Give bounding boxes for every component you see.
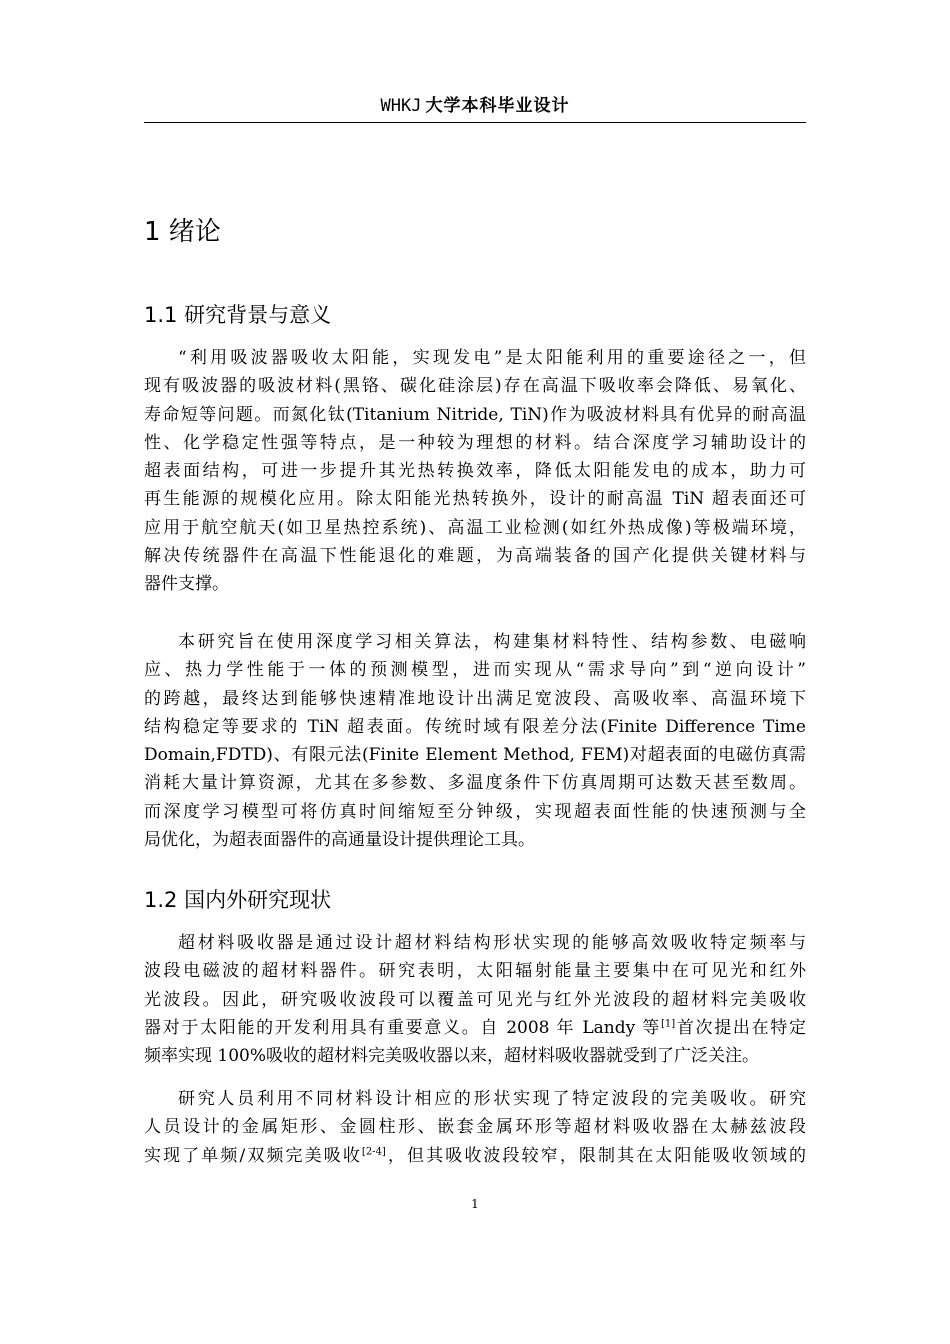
text-segment: 实现了单频/双频完美吸收: [144, 1145, 362, 1166]
paragraph-1-2-b: [144, 1085, 806, 1170]
text-line: 本研究旨在使用深度学习相关算法，构建集材料特性、结构参数、电磁响: [178, 632, 806, 652]
citation-ref: [1]: [661, 1018, 676, 1030]
text-segment: ，但其吸收波段较窄，限制其在太阳能吸收领域的: [385, 1145, 807, 1166]
text-line: 应、热力学性能于一体的预测模型，进而实现从“需求导向”到“逆向设计”: [144, 660, 806, 681]
header-title: 大学本科毕业设计: [425, 96, 570, 116]
citation-ref: [2-4]: [361, 1145, 386, 1157]
text-line: 寿命短等问题。而氮化钛(Titanium Nitride, TiN)作为吸波材料具有优异的耐高温: [144, 404, 806, 425]
paragraph-1-2-a: [144, 929, 806, 1070]
text-line: 结构稳定等要求的 TiN 超表面。传统时域有限差分法(Finite Difference Time: [144, 716, 806, 737]
text-line: 光波段。因此，研究吸收波段可以覆盖可见光与红外光波段的超材料完美吸收: [144, 989, 806, 1010]
text-line: 消耗大量计算资源，尤其在多参数、多温度条件下仿真周期可达数天甚至数周。: [144, 773, 806, 794]
text-line: 超材料吸收器是通过设计超材料结构形状实现的能够高效吸收特定频率与: [178, 933, 806, 953]
text-line: [144, 1142, 806, 1170]
header-org: WHKJ: [380, 96, 422, 116]
text-line: 解决传统器件在高温下性能退化的难题，为高端装备的国产化提供关键材料与: [144, 546, 806, 567]
text-line: 人员设计的金属矩形、金圆柱形、嵌套金属环形等超材料吸收器在太赫兹波段: [144, 1117, 806, 1138]
section-title-1-2: 1.2 国内外研究现状: [144, 888, 332, 912]
paragraph-1-1-b: [144, 628, 806, 854]
text-segment: 首次提出在特定: [675, 1017, 807, 1038]
paragraph-1-1-a: [144, 344, 806, 599]
text-line: 频率实现 100%吸收的超材料完美吸收器以来，超材料吸收器就受到了广泛关注。: [144, 1046, 760, 1067]
text-line: 现有吸波器的吸波材料(黑铬、碳化硅涂层)存在高温下吸收率会降低、易氧化、: [144, 376, 806, 397]
text-line: Domain,FDTD)、有限元法(Finite Element Method, FEM)对超表面的电磁仿真需: [144, 745, 806, 766]
text-line: 再生能源的规模化应用。除太阳能光热转换外，设计的耐高温 TiN 超表面还可: [144, 489, 806, 510]
page-header: [144, 94, 806, 123]
text-line: 器件支撑。: [144, 574, 229, 595]
text-line: 的跨越，最终达到能够快速精准地设计出满足宽波段、高吸收率、高温环境下: [144, 688, 806, 709]
text-line: [144, 1014, 806, 1042]
section-title-1-1: 1.1 研究背景与意义: [144, 303, 332, 327]
text-line: 研究人员利用不同材料设计相应的形状实现了特定波段的完美吸收。研究: [178, 1089, 806, 1109]
text-line: 而深度学习模型可将仿真时间缩短至分钟级，实现超表面性能的快速预测与全: [144, 801, 806, 822]
page-number: 1: [471, 1197, 479, 1211]
text-line: 波段电磁波的超材料器件。研究表明，太阳辐射能量主要集中在可见光和红外: [144, 961, 806, 982]
text-line: 性、化学稳定性强等特点，是一种较为理想的材料。结合深度学习辅助设计的: [144, 432, 806, 453]
text-segment: 器对于太阳能的开发利用具有重要意义。自 2008 年 Landy 等: [144, 1017, 661, 1038]
chapter-title: 1 绪论: [144, 217, 221, 247]
text-line: 超表面结构，可进一步提升其光热转换效率，降低太阳能发电的成本，助力可: [144, 461, 806, 482]
text-line: 应用于航空航天(如卫星热控系统)、高温工业检测(如红外热成像)等极端环境，: [144, 517, 806, 538]
text-line: 局优化，为超表面器件的高通量设计提供理论工具。: [144, 830, 535, 851]
text-line: “利用吸波器吸收太阳能，实现发电”是太阳能利用的重要途径之一，但: [178, 348, 806, 368]
